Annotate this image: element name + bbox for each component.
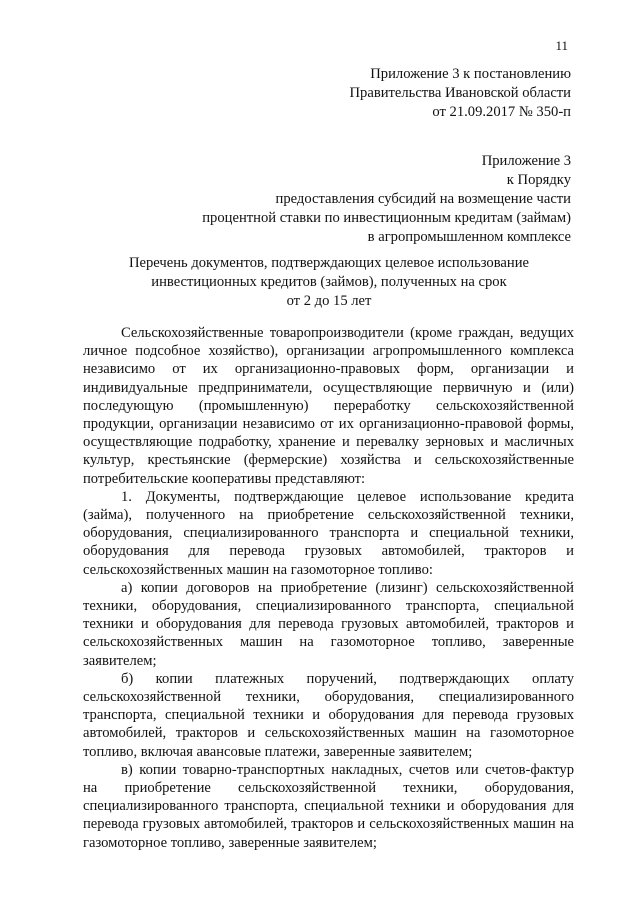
title-line: Перечень документов, подтверждающих целевое использование <box>128 255 530 271</box>
document-title <box>82 254 576 311</box>
item-1a-paragraph: а) копии договоров на приобретение (лизинг) сельскохозяйственной техники, оборудования, специализированного транспорта, специальной техники и оборудования для перевода грузовых автомобилей, тракторов и сельскохозяйственных машин на газомоторное топливо, заверенные заявителем; <box>83 579 574 669</box>
appendix-line: к Порядку <box>506 172 571 188</box>
item-1c-paragraph: в) копии товарно-транспортных накладных, счетов или счетов-фактур на приобретение сельскохозяйственной техники, оборудования, специализированного транспорта, специальной техники и оборудования для перевода грузовых автомобилей, тракторов и сельскохозяйственных машин на газомоторное топливо, заверенные заявителем; <box>83 761 574 851</box>
appendix-line: в агропромышленном комплексе <box>367 229 571 245</box>
title-line: инвестиционных кредитов (займов), полученных на срок <box>151 274 507 290</box>
appendix-line: Приложение 3 <box>481 153 571 169</box>
item-1-paragraph: 1. Документы, подтверждающие целевое использование кредита (займа), полученного на приобретение сельскохозяйственной техники, оборудования, специализированного транспорта и специальной техники, оборудования для перевода грузовых автомобилей, тракторов и сельскохозяйственных машин на газомоторное топливо: <box>83 488 574 578</box>
approval-line: Приложение 3 к постановлению <box>370 66 571 82</box>
page-number: 11 <box>555 38 568 53</box>
appendix-line: предоставления субсидий на возмещение части <box>275 191 571 207</box>
appendix-line: процентной ставки по инвестиционным кредитам (займам) <box>202 210 571 226</box>
appendix-header <box>202 152 571 247</box>
document-body <box>83 324 574 852</box>
approval-line: Правительства Ивановской области <box>349 85 571 101</box>
approval-header <box>350 65 571 122</box>
intro-paragraph: Сельскохозяйственные товаропроизводители (кроме граждан, ведущих личное подсобное хозяйство), организации агропромышленного комплекса независимо от их организационно-правовых форм, организации и индивидуальные предприниматели, осуществляющие первичную и (или) последующую (промышленную) переработку сельскохозяйственной продукции, организации независимо от их организационно-правовой формы, осуществляющие подработку, хранение и перевалку зерновых и масличных культур, крестьянские (фермерские) хозяйства и сельскохозяйственные потребительские кооперативы представляют: <box>83 325 574 487</box>
title-line: от 2 до 15 лет <box>286 293 372 309</box>
approval-line: от 21.09.2017 № 350-п <box>432 104 571 120</box>
item-1b-paragraph: б) копии платежных поручений, подтверждающих оплату сельскохозяйственной техники, оборудования, специализированного транспорта, специальной техники и оборудования для перевода грузовых автомобилей, тракторов и сельскохозяйственных машин на газомоторное топливо, включая авансовые платежи, заверенные заявителем; <box>83 670 574 760</box>
